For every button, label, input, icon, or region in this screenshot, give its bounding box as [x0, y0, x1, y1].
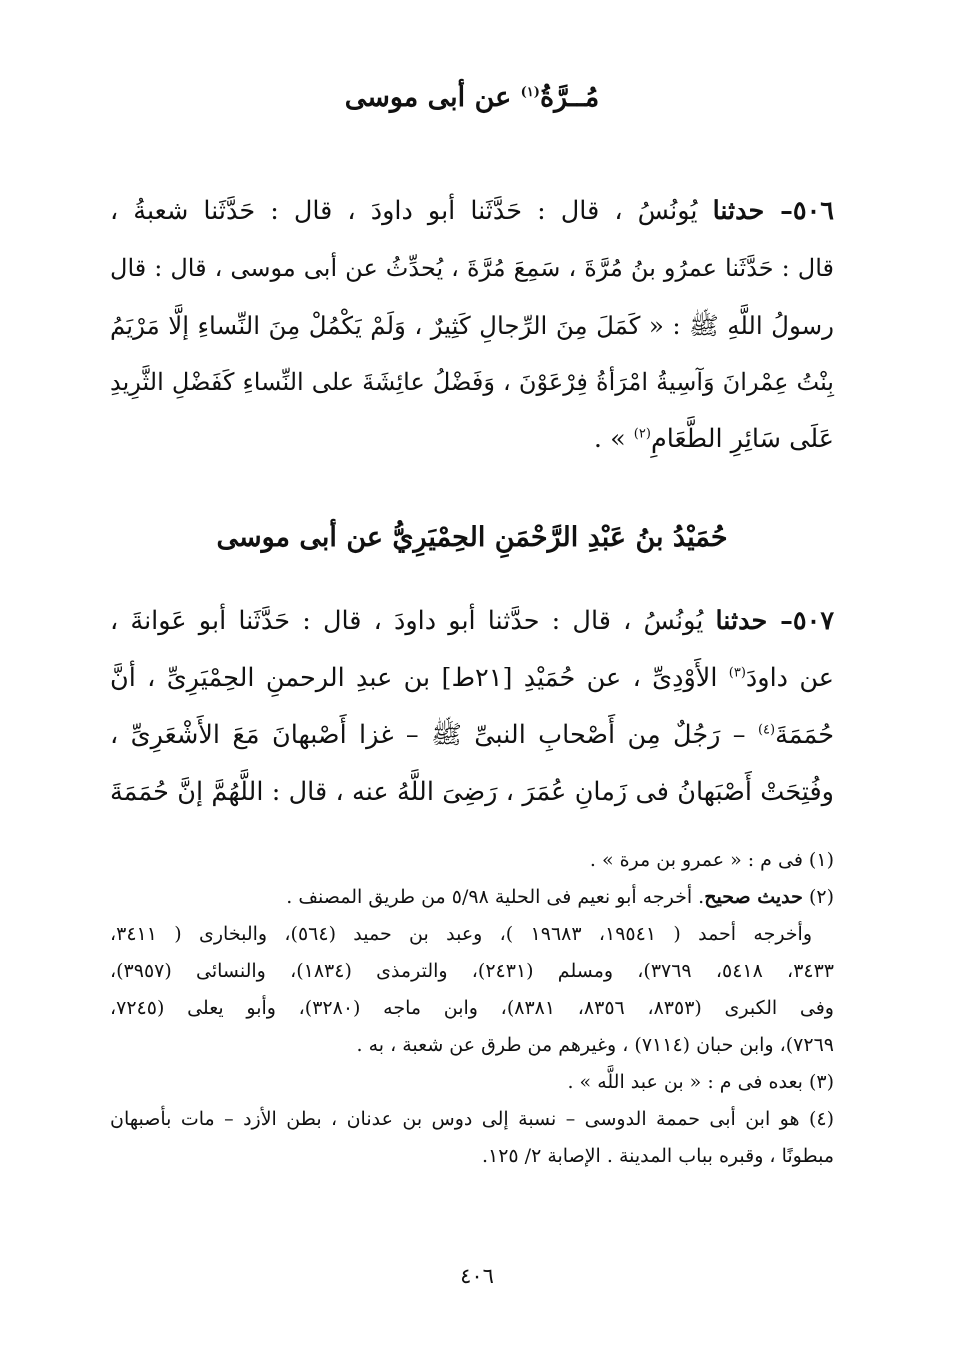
footnotes	[110, 842, 834, 1175]
footnote-number: (٢)	[802, 886, 834, 908]
footnote-4-line: مبطونًا ، وقبره بباب المدينة . الإصابة ٢/ ١٢٥.	[481, 1145, 834, 1167]
footnote-1: (١) فى م : « عمرو بن مرة » .	[589, 849, 834, 871]
footnote-ref-3: (٣)	[728, 665, 746, 681]
hadith-opening: حدثنا	[712, 196, 781, 226]
heading-title: مُــرَّةُ	[539, 82, 600, 113]
footnote-text: . أخرجه أبو نعيم فى الحلية ٥/٩٨ من طريق المصنف .	[286, 886, 705, 908]
footnote-grade: حديث صحيح	[704, 886, 803, 908]
hadith-text: يُونُسُ ، قال : حدَّثنا أبو داودَ ، قال : حَدَّثَنا أبو عَوانةَ ،	[110, 606, 716, 636]
hadith-line: قال : حَدَّثَنا عمرُو بنُ مُرَّةَ ، سَمِعَ مُرَّةَ ، يُحدِّثُ عن أبى موسى ، قال : قال	[110, 254, 835, 282]
heading-title-rest: عن أبى موسى	[344, 82, 521, 113]
footnote-3: (٣) بعده فى م : « بن عبد اللَّه » .	[567, 1071, 834, 1093]
footnote-2-line: ٧٢٦٩)، وابن حبان (٧١١٤) ، وغيرهم من طرق عن شعبة ، به .	[356, 1034, 834, 1056]
hadith-line: وفُتِحَتْ أَصْبَهانُ فى زَمانِ عُمَرَ ، رَضِىَ اللَّهُ عنه ، قال : اللَّهُمَّ إنَّ حُمَمَةَ	[110, 777, 834, 807]
hadith-line: رسولُ اللَّهِ ﷺ : « كَمَلَ مِنَ الرِّجالِ كَثِيرٌ ، وَلَمْ يَكْمُلْ مِنَ النِّساءِ إلَّا مَرْيَمُ	[110, 311, 834, 340]
footnote-ref-4: (٤)	[757, 722, 776, 738]
hadith-text: – رَجُلٌ مِن أَصْحابِ النبىِّ ﷺ – غزا أَصْبهانَ مَعَ الأَشْعَرِىِّ ،	[110, 720, 758, 750]
hadith-line	[110, 707, 834, 764]
hadith-number: ٥٠٦–	[780, 196, 834, 226]
footnote-2-line: وفى الكبرى (٨٣٥٣، ٨٣٥٦، ٨٣٨١)، وابن ماجه (٣٢٨٠)، وأبو يعلى (٧٢٤٥،	[110, 997, 834, 1019]
hadith-line: بِنْتُ عِمْرانَ وَآسِيةُ امْرَأةُ فِرْعَوْنَ ، وَفَضْلُ عائِشَةَ على النِّساءِ كَفَضْلِ الثَّرِيدِ	[110, 368, 834, 396]
hadith-text: عن داودَ	[745, 663, 834, 693]
hadith-line	[110, 593, 834, 650]
footnote-2-line: وأخرجه أحمد ( ١٩٥٤١، ١٩٦٨٣ )، وعبد بن حميد (٥٦٤)، والبخارى ( ٣٤١١،	[110, 923, 813, 945]
footnote-2-line: ٣٤٣٣، ٥٤١٨، ٣٧٦٩)، ومسلم (٢٤٣١)، والترمذى (١٨٣٤)، والنسائى (٣٩٥٧)،	[110, 960, 835, 982]
hadith-line	[110, 411, 834, 468]
footnote-2	[110, 879, 834, 916]
hadith-text: الأَوْدِىِّ ، عن حُمَيْدِ [٢١ط] بن عبدِ الرحمنِ الحِمْيَرِىِّ ، أنَّ	[110, 663, 729, 693]
footnote-ref-1: (١)	[520, 85, 540, 100]
hadith-text: عَلَى سَائِرِ الطَّعَامِ	[650, 424, 834, 454]
hadith-507	[110, 593, 834, 821]
main-text	[110, 70, 834, 871]
section-heading-humaid: حُمَيْدُ بنُ عَبْدِ الرَّحْمَنِ الحِمْيَرِيُّ عن أبى موسى	[216, 522, 728, 553]
section-heading-murra	[110, 82, 834, 113]
page-number: ٤٠٦	[460, 1264, 494, 1288]
hadith-text: حُمَمَةَ	[775, 720, 834, 750]
footnote-4: (٤) هو ابن أبى حممة الدوسى – نسبة إلى دوس بن عدنان ، بطن الأزد – مات بأصبهان	[110, 1108, 834, 1130]
hadith-line	[110, 183, 834, 240]
hadith-opening: حدثنا	[715, 606, 781, 636]
hadith-line	[110, 650, 834, 707]
hadith-text-end: » .	[593, 424, 634, 454]
hadith-text: يُونُسُ ، قال : حَدَّثَنا أبو داودَ ، قال : حَدَّثَنا شعبةُ ،	[110, 196, 713, 226]
footnote-ref-2: (٢)	[633, 426, 651, 442]
hadith-number: ٥٠٧–	[780, 606, 835, 636]
hadith-506	[110, 183, 834, 468]
